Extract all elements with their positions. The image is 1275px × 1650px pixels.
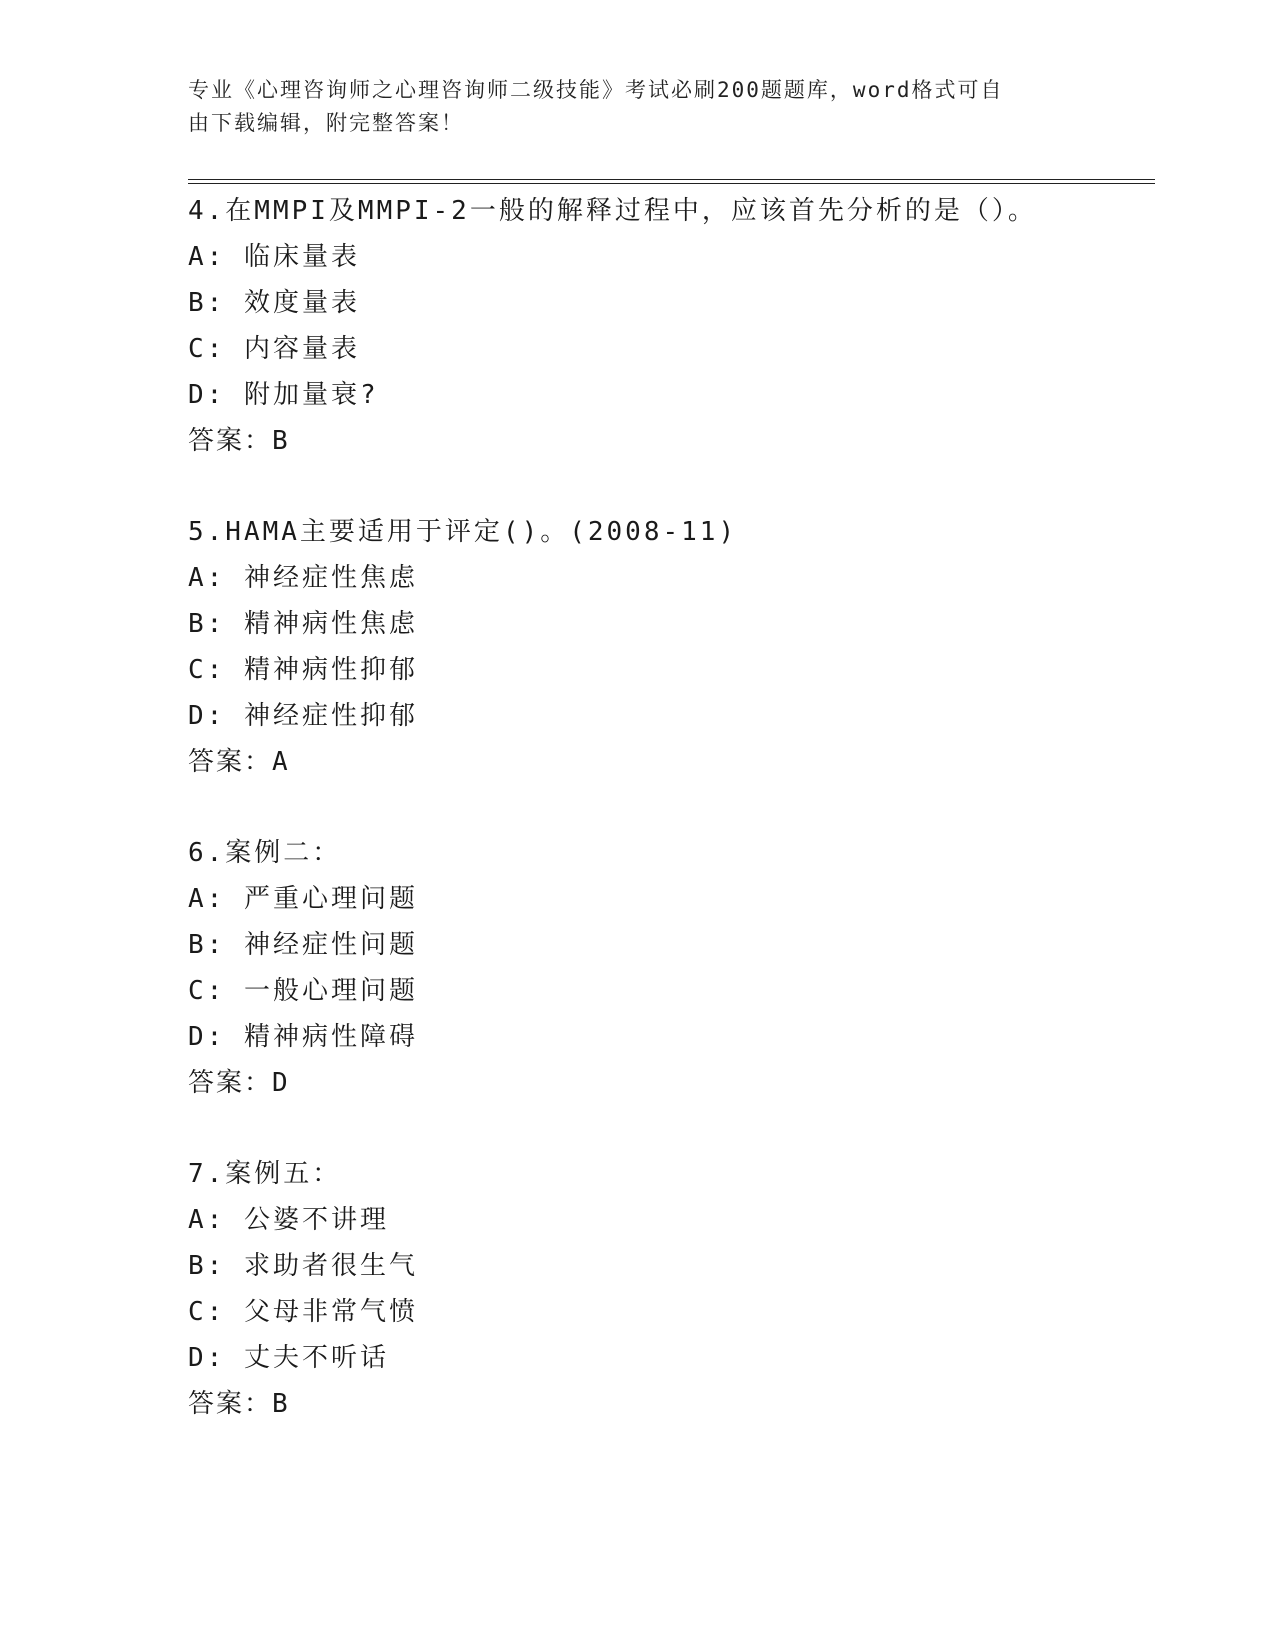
option-b [188, 280, 1155, 326]
answer-line [188, 1060, 1155, 1106]
option-letter: A: [188, 1205, 226, 1235]
question-list [188, 188, 1155, 1472]
option-letter: D: [188, 1343, 226, 1373]
answer-label: 答案： [188, 1068, 273, 1098]
option-c [188, 647, 1155, 693]
option-text: 附加量衰? [243, 380, 379, 410]
option-text: 公婆不讲理 [243, 1205, 389, 1235]
question-stem: 4.在MMPI及MMPI-2一般的解释过程中，应该首先分析的是（）。 [188, 196, 1037, 226]
option-a [188, 555, 1155, 601]
question-stem: 5.HAMA主要适用于评定()。(2008-11) [188, 517, 738, 547]
option-letter: B: [188, 1251, 226, 1281]
option-letter: A: [188, 242, 226, 272]
answer-line [188, 739, 1155, 785]
option-text: 丈夫不听话 [243, 1343, 389, 1373]
option-a [188, 234, 1155, 280]
answer-label: 答案： [188, 747, 273, 777]
header-divider-top [188, 179, 1155, 180]
option-a [188, 876, 1155, 922]
header-line-1: 专业《心理咨询师之心理咨询师二级技能》考试必刷200题题库，word格式可自 [188, 78, 1004, 102]
option-letter: D: [188, 1022, 226, 1052]
option-letter: C: [188, 976, 226, 1006]
option-c [188, 1289, 1155, 1335]
option-text: 求助者很生气 [243, 1251, 418, 1281]
option-c [188, 326, 1155, 372]
option-b [188, 601, 1155, 647]
answer-value: B [272, 1389, 290, 1419]
header-line-2: 由下载编辑，附完整答案！ [188, 111, 464, 135]
option-text: 神经症性问题 [243, 930, 418, 960]
document-header [188, 74, 1078, 140]
option-text: 神经症性焦虑 [243, 563, 418, 593]
option-letter: D: [188, 380, 226, 410]
option-b [188, 1243, 1155, 1289]
answer-label: 答案： [188, 426, 273, 456]
option-text: 内容量表 [243, 334, 360, 364]
option-text: 精神病性障碍 [243, 1022, 418, 1052]
option-text: 效度量表 [243, 288, 360, 318]
option-letter: B: [188, 609, 226, 639]
option-text: 临床量表 [243, 242, 360, 272]
option-letter: C: [188, 334, 226, 364]
header-divider-bottom [188, 183, 1155, 184]
option-d [188, 1335, 1155, 1381]
option-text: 神经症性抑郁 [243, 701, 418, 731]
option-letter: D: [188, 701, 226, 731]
answer-line [188, 1381, 1155, 1427]
option-text: 精神病性抑郁 [243, 655, 418, 685]
option-d [188, 372, 1155, 418]
question-7 [188, 1151, 1155, 1427]
option-b [188, 922, 1155, 968]
question-5 [188, 509, 1155, 785]
answer-value: A [272, 747, 290, 777]
answer-value: D [272, 1068, 290, 1098]
answer-value: B [272, 426, 290, 456]
question-stem: 7.案例五： [188, 1159, 342, 1189]
option-d [188, 1014, 1155, 1060]
option-letter: B: [188, 288, 226, 318]
option-d [188, 693, 1155, 739]
option-letter: A: [188, 563, 226, 593]
answer-label: 答案： [188, 1389, 273, 1419]
option-text: 严重心理问题 [243, 884, 418, 914]
answer-line [188, 418, 1155, 464]
option-a [188, 1197, 1155, 1243]
option-text: 精神病性焦虑 [243, 609, 418, 639]
option-c [188, 968, 1155, 1014]
question-stem: 6.案例二： [188, 838, 342, 868]
option-letter: C: [188, 1297, 226, 1327]
option-letter: A: [188, 884, 226, 914]
option-letter: C: [188, 655, 226, 685]
option-letter: B: [188, 930, 226, 960]
option-text: 父母非常气愤 [243, 1297, 418, 1327]
question-4 [188, 188, 1155, 464]
option-text: 一般心理问题 [243, 976, 418, 1006]
question-6 [188, 830, 1155, 1106]
